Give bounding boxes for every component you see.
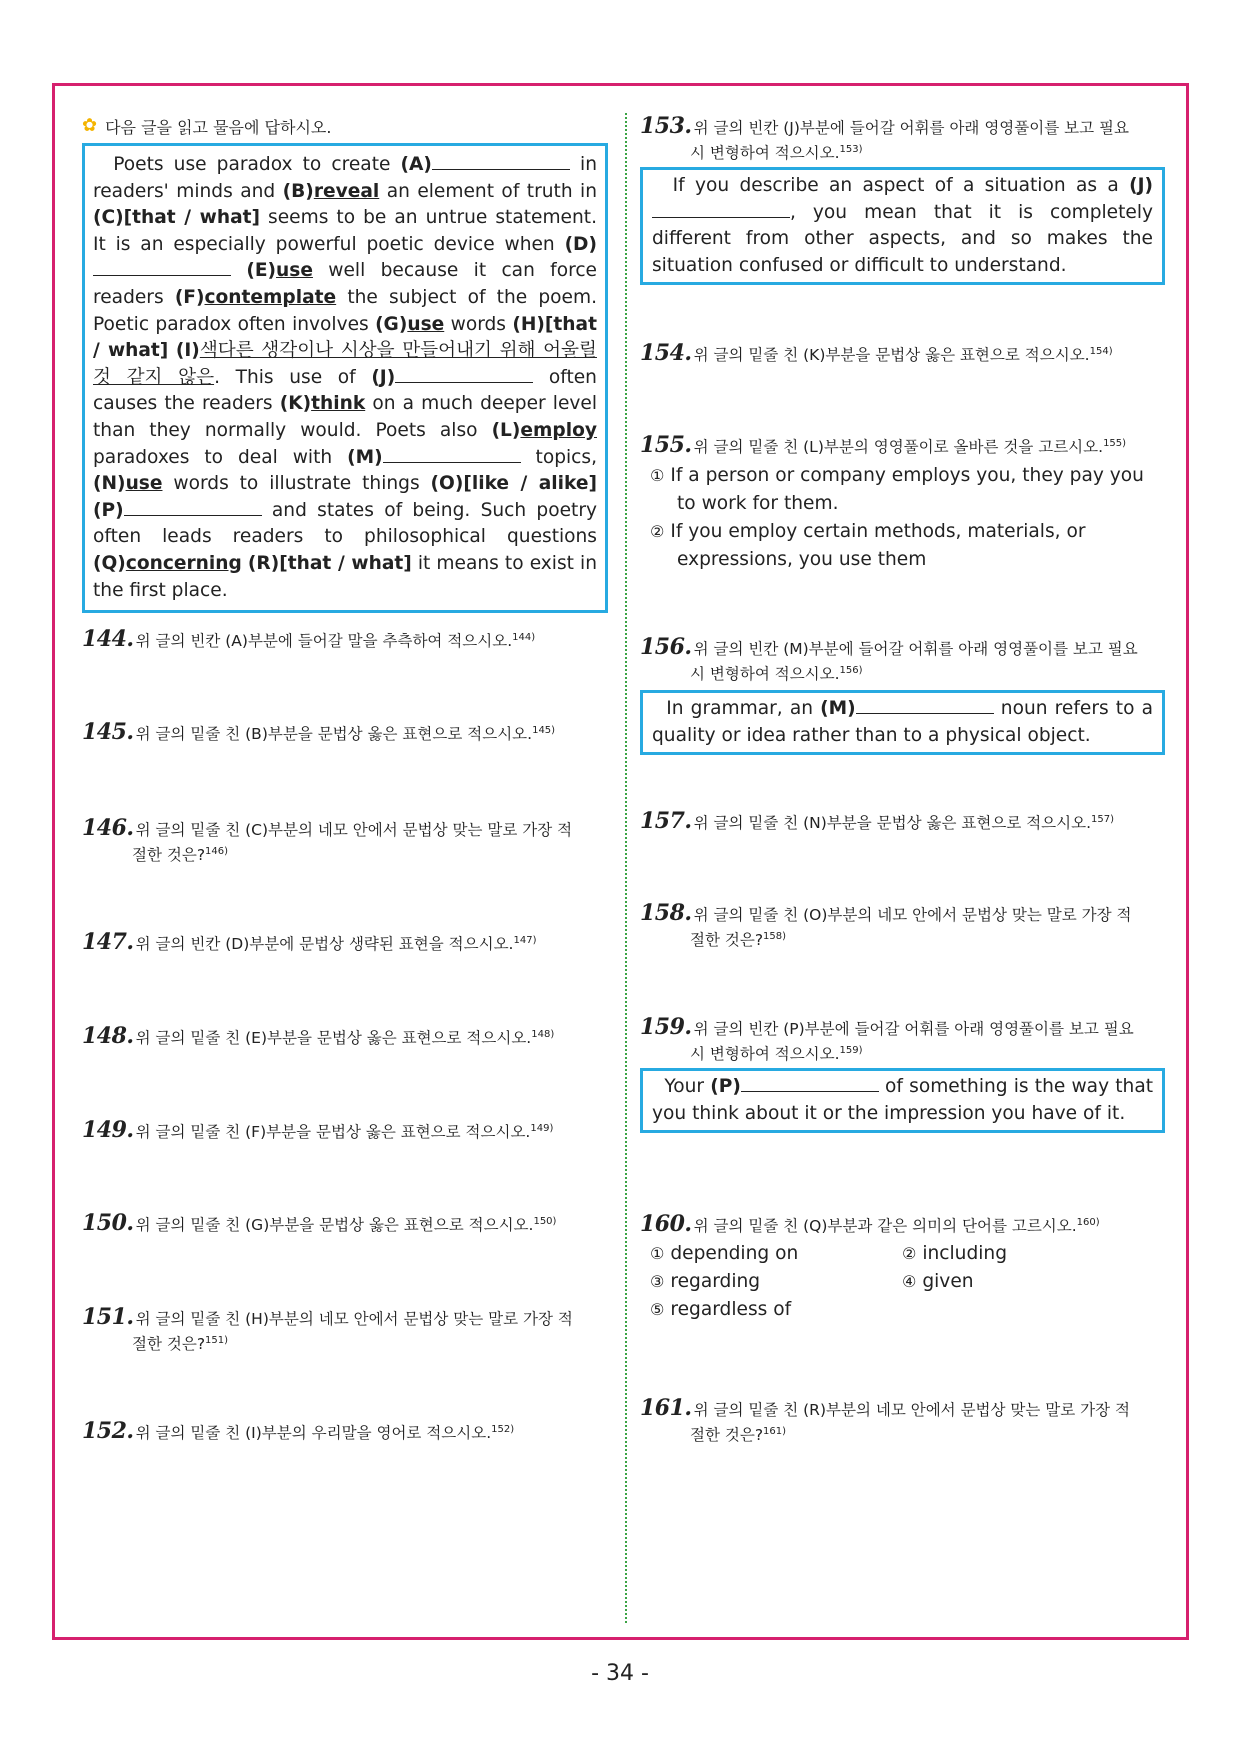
question-160: 160. 위 글의 밑줄 친 (Q)부분과 같은 의미의 단어를 고르시오.$^{160)}$ <box>640 1211 1100 1238</box>
question-157: 157. 위 글의 밑줄 친 (N)부분을 문법상 옳은 표현으로 적으시오.$^{157)}$ <box>640 808 1115 835</box>
question-159: 159. 위 글의 빈칸 (P)부분에 들어갈 어휘를 아래 영영풀이를 보고 필요 시 변형하여 적으시오.$^{159)}$ <box>640 1014 1134 1064</box>
question-144: 144. 위 글의 빈칸 (A)부분에 들어갈 말을 추측하여 적으시오.$^{144)}$ <box>82 626 536 653</box>
options-155 <box>650 462 1165 574</box>
question-148: 148. 위 글의 밑줄 친 (E)부분을 문법상 옳은 표현으로 적으시오.$^{148)}$ <box>82 1023 555 1050</box>
blank-m-definition[interactable] <box>856 699 994 714</box>
column-divider <box>625 113 627 1623</box>
option-160-3[interactable]: ③ regarding <box>650 1271 761 1292</box>
options-160 <box>650 1240 1165 1324</box>
definition-153: If you describe an aspect of a situation as a (J), you mean that it is completely different from other aspects, and so makes the situation confused or difficult to understand. <box>640 167 1165 285</box>
blank-p-definition[interactable] <box>741 1077 879 1092</box>
option-160-2[interactable]: ② including <box>902 1243 1008 1264</box>
blank-d[interactable] <box>93 261 231 276</box>
blank-j[interactable] <box>395 368 533 383</box>
left-column <box>82 113 608 1445</box>
question-149: 149. 위 글의 밑줄 친 (F)부분을 문법상 옳은 표현으로 적으시오.$^{149)}$ <box>82 1117 554 1144</box>
definition-159: Your (P) of something is the way that you think about it or the impression you have of it. <box>640 1068 1165 1133</box>
flower-icon: ✿ <box>82 115 98 136</box>
question-150: 150. 위 글의 밑줄 친 (G)부분을 문법상 옳은 표현으로 적으시오.$^{150)}$ <box>82 1210 557 1237</box>
question-158: 158. 위 글의 밑줄 친 (O)부분의 네모 안에서 문법상 맞는 말로 가장 적 절한 것은?$^{158)}$ <box>640 900 1132 950</box>
question-152: 152. 위 글의 밑줄 친 (I)부분의 우리말을 영어로 적으시오.$^{152)}$ <box>82 1418 515 1445</box>
option-160-1[interactable]: ① depending on <box>650 1243 799 1264</box>
option-155-2[interactable]: ② If you employ certain methods, materials, or expressions, you use them <box>650 521 1086 570</box>
option-155-1[interactable]: ① If a person or company employs you, they pay you to work for them. <box>650 465 1144 514</box>
option-160-4[interactable]: ④ given <box>902 1271 974 1292</box>
question-154: 154. 위 글의 밑줄 친 (K)부분을 문법상 옳은 표현으로 적으시오.$^{154)}$ <box>640 340 1113 367</box>
question-145: 145. 위 글의 밑줄 친 (B)부분을 문법상 옳은 표현으로 적으시오.$^{145)}$ <box>82 719 556 746</box>
blank-p[interactable] <box>124 501 262 516</box>
option-160-5[interactable]: ⑤ regardless of <box>650 1299 792 1320</box>
blank-a[interactable] <box>432 155 570 170</box>
instruction-text: 다음 글을 읽고 물음에 답하시오. <box>105 117 332 137</box>
blank-m[interactable] <box>383 448 521 463</box>
question-156: 156. 위 글의 빈칸 (M)부분에 들어갈 어휘를 아래 영영풀이를 보고 필요 시 변형하여 적으시오.$^{156)}$ <box>640 634 1138 684</box>
blank-j-definition[interactable] <box>652 203 790 218</box>
question-146: 146. 위 글의 밑줄 친 (C)부분의 네모 안에서 문법상 맞는 말로 가장 적 절한 것은?$^{146)}$ <box>82 815 573 865</box>
definition-156: In grammar, an (M) noun refers to a quality or idea rather than to a physical object. <box>640 690 1165 755</box>
question-151: 151. 위 글의 밑줄 친 (H)부분의 네모 안에서 문법상 맞는 말로 가장 적 절한 것은?$^{151)}$ <box>82 1304 573 1354</box>
question-161: 161. 위 글의 밑줄 친 (R)부분의 네모 안에서 문법상 맞는 말로 가장 적 절한 것은?$^{161)}$ <box>640 1395 1131 1445</box>
question-147: 147. 위 글의 빈칸 (D)부분에 문법상 생략된 표현을 적으시오.$^{147)}$ <box>82 929 537 956</box>
question-153: 153. 위 글의 빈칸 (J)부분에 들어갈 어휘를 아래 영영풀이를 보고 필요 시 변형하여 적으시오.$^{153)}$ <box>640 113 1129 163</box>
instruction <box>82 113 608 139</box>
question-155: 155. 위 글의 밑줄 친 (L)부분의 영영풀이로 올바른 것을 고르시오.$^{155)}$ <box>640 432 1127 459</box>
page-number: - 34 - <box>591 1661 649 1686</box>
passage-box: Poets use paradox to create (A) in readers' minds and (B)reveal an element of truth in (C)[that / what] seems to be an untrue statement. It is an especially powerful poetic device when (D) (E)use well because it can force readers (F)contemplate the subject of the poem. Poetic paradox often involves (G)use words (H)[that / what] (I)색다른 생각이나 시상을 만들어내기 위해 어울릴 것 같지 않은. This use of (J) often causes the readers (K)think on a much deeper level than they normally would. Poets also (L)employ paradoxes to deal with (M) topics, (N)use words to illustrate things (O)[like / alike] (P) and states of being. Such poetry often leads readers to philosophical questions (Q)concerning (R)[that / what] it means to exist in the first place. <box>82 143 608 613</box>
